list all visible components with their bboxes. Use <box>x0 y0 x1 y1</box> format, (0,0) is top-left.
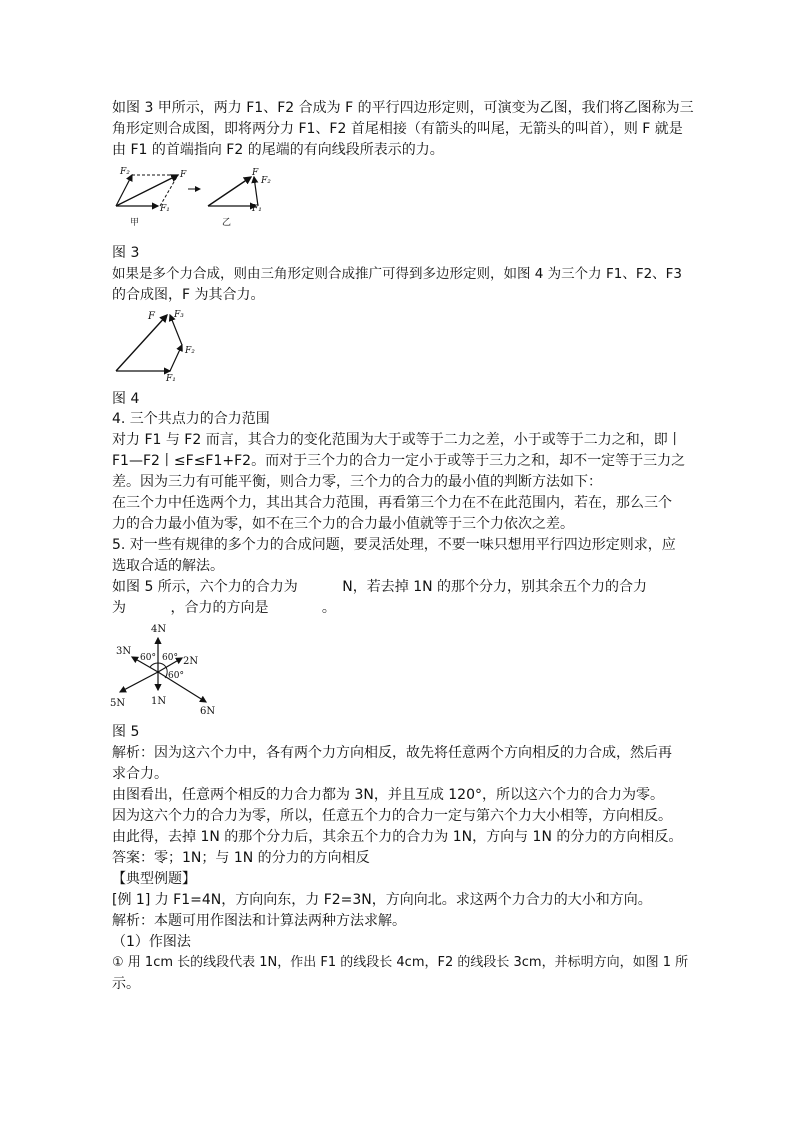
force-label: 5N <box>110 698 126 709</box>
text-line: 如图 3 甲所示，两力 F1、F2 合成为 F 的平行四边形定则，可演变为乙图，我们将乙图称为三 <box>112 100 694 116</box>
figure-label: F₃ <box>174 310 184 320</box>
text-line: 示。 <box>112 976 140 992</box>
force-label: 2N <box>183 656 199 667</box>
force-label: 6N <box>200 706 216 717</box>
figure-4-polygon <box>110 305 200 385</box>
figure-3-caption: 图 3 <box>112 245 140 261</box>
text-line: 选取合适的解法。 <box>112 558 224 574</box>
text-line: 5. 对一些有规律的多个力的合成问题，要灵活处理，不要一味只想用平行四边形定则求，应 <box>112 537 676 553</box>
force-f2-arrow <box>170 345 182 371</box>
figure-label: F <box>252 168 259 178</box>
text-line: F1—F2丨≤F≤F1+F2。而对于三个力的合力一定小于或等于三力之和，却不一定等于三力之 <box>112 453 686 469</box>
text-line: 由此得，去掉 1N 的那个分力后，其余五个力的合力为 1N，方向与 1N 的分力的方向相反。 <box>112 829 683 845</box>
text-line: 为 ，合力的方向是 。 <box>112 600 336 616</box>
angle-label: 60° <box>168 671 184 681</box>
text-line: 解析：因为这六个力中，各有两个力方向相反，故先将任意两个方向相反的力合成，然后再 <box>112 745 672 761</box>
figure-label-jia: 甲 <box>130 218 140 228</box>
force-label: 3N <box>116 646 132 657</box>
figure-label: F₂ <box>185 346 195 356</box>
figure-5-six-forces <box>110 620 225 718</box>
figure-label-yi: 乙 <box>222 218 232 228</box>
text-line: 如图 5 所示，六个力的合力为 N，若去掉 1N 的那个分力，别其余五个力的合力 <box>112 579 648 595</box>
text-line: 在三个力中任选两个力，其出其合力范围，再看第三个力在不在此范围内，若在，那么三个 <box>112 495 672 511</box>
text-line: 如果是多个力合成，则由三角形定则合成推广可得到多边形定则，如图 4 为三个力 F1、F2、F3 <box>112 266 683 282</box>
text-line: 角形定则合成图，即将两分力 F1、F2 首尾相接（有箭头的叫尾，无箭头的叫首），则 F 就是 <box>112 121 683 137</box>
figure-label: F <box>148 311 155 322</box>
text-line: ① 用 1cm 长的线段代表 1N，作出 F1 的线段长 4cm，F2 的线段长 3cm，并标明方向，如图 1 所 <box>112 955 689 970</box>
figure-4-caption: 图 4 <box>112 391 140 407</box>
text-line: 解析：本题可用作图法和计算法两种方法求解。 <box>112 913 406 929</box>
text-line: [例 1] 力 F1=4N，方向向东，力 F2=3N，方向向北。求这两个力合力的大小和方向。 <box>112 892 652 908</box>
answer-line: 答案：零；1N；与 1N 的分力的方向相反 <box>112 850 370 866</box>
figure-3-parallelogram <box>108 163 288 231</box>
text-line: 由图看出，任意两个相反的力合力都为 3N，并且互成 120°，所以这六个力的合力为零。 <box>112 787 664 803</box>
figure-5-caption: 图 5 <box>112 724 140 740</box>
angle-label: 60° <box>140 653 156 663</box>
angle-label: 60° <box>162 653 178 663</box>
figure-label: F₁ <box>166 374 176 384</box>
text-line: 因为这六个力的合力为零，所以，任意五个力的合力一定与第六个力大小相等，方向相反。 <box>112 808 672 824</box>
force-f2-arrow <box>254 177 258 206</box>
figure-label: F₁ <box>160 204 170 214</box>
text-line: 力的合力最小值为零，如不在三个力的合力最小值就等于三个力依次之差。 <box>112 516 574 532</box>
text-line: 对力 F1 与 F2 而言，其合力的变化范围为大于或等于二力之差，小于或等于二力之和，即丨 <box>112 432 682 448</box>
section-heading: 【典型例题】 <box>112 871 196 887</box>
figure-label: F₁ <box>252 204 262 214</box>
force-f-arrow <box>208 177 251 206</box>
figure-label: F₂ <box>120 167 130 177</box>
force-5n-arrow <box>120 672 158 692</box>
figure-label: F₂ <box>261 176 271 186</box>
section-heading: 4. 三个共点力的合力范围 <box>112 411 270 427</box>
force-label: 4N <box>151 624 167 635</box>
text-line: 的合成图，F 为其合力。 <box>112 287 265 303</box>
text-line: 由 F1 的首端指向 F2 的尾端的有向线段所表示的力。 <box>112 142 444 158</box>
text-line: （1）作图法 <box>112 934 191 950</box>
text-line: 差。因为三力有可能平衡，则合力零，三个力的合力的最小值的判断方法如下： <box>112 474 602 490</box>
text-line: 求合力。 <box>112 766 168 782</box>
force-f-arrow <box>116 315 167 371</box>
figure-label: F <box>180 170 187 180</box>
force-label: 1N <box>151 696 167 707</box>
